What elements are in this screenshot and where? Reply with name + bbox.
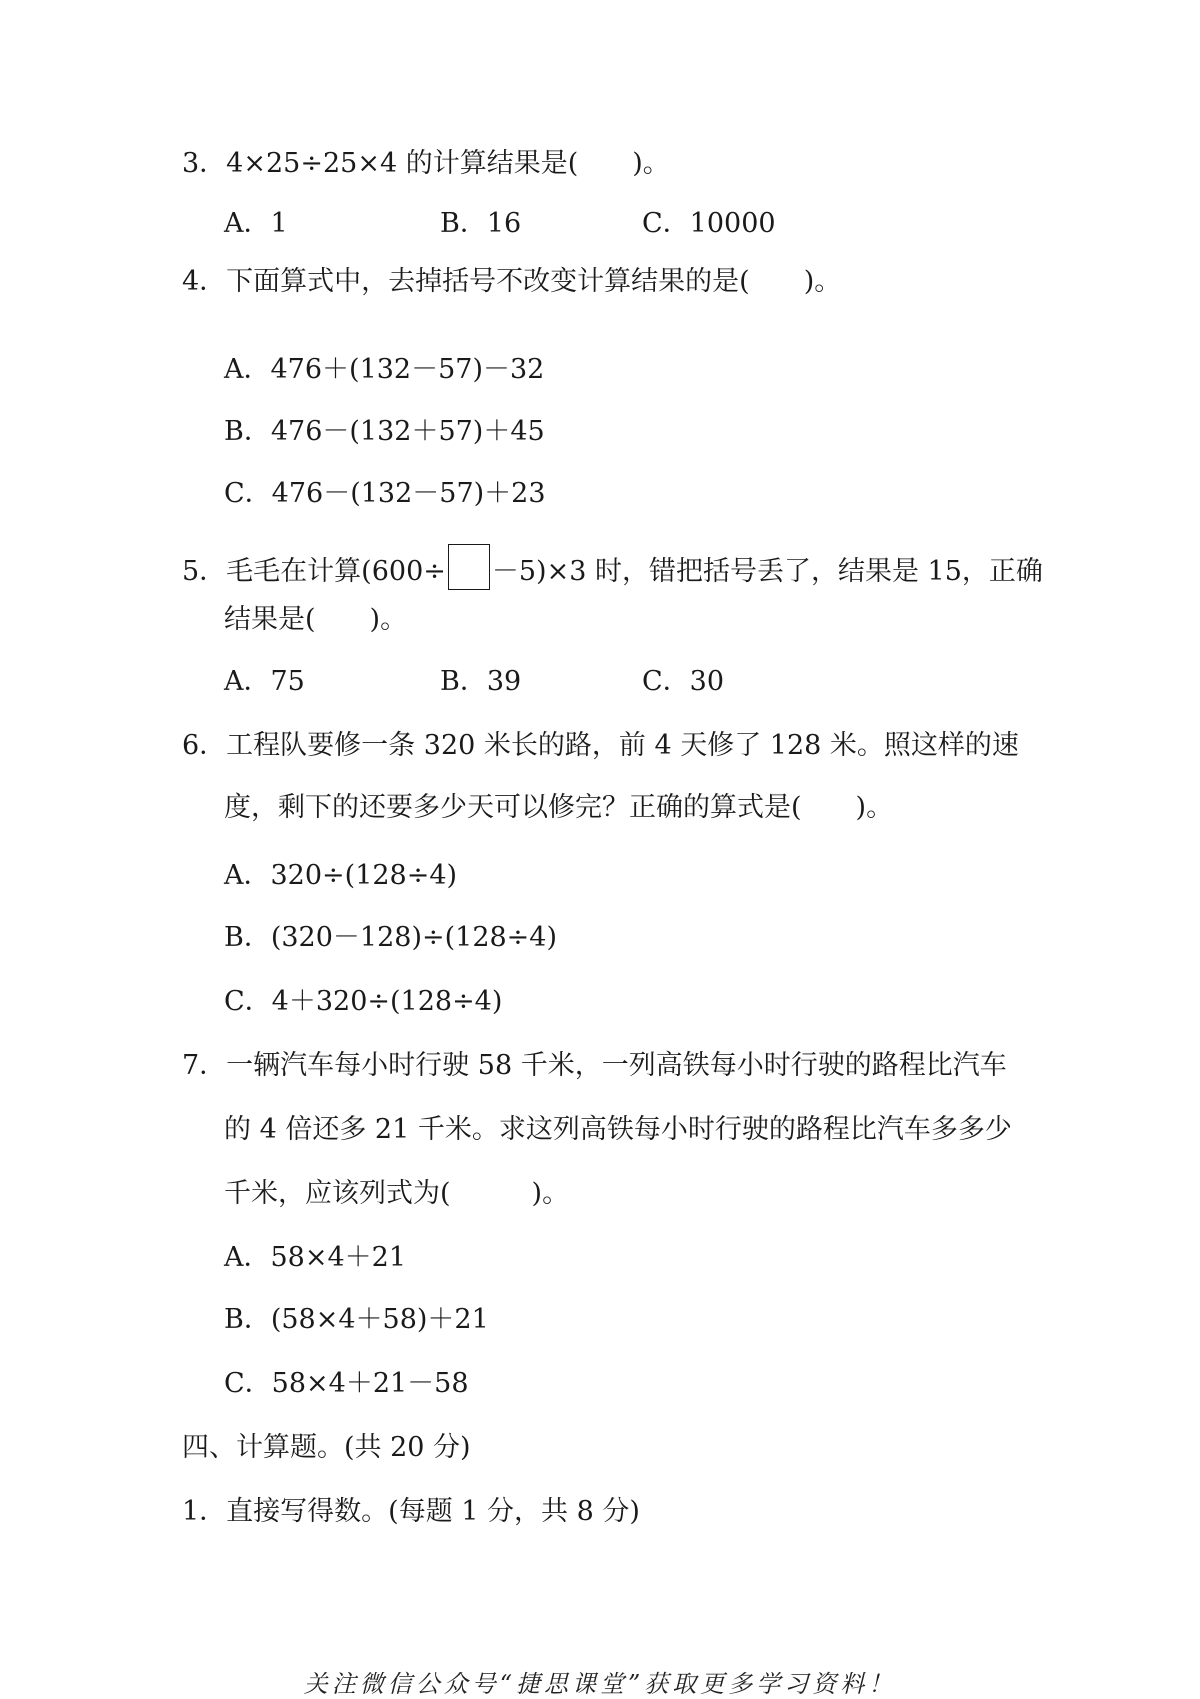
question-6-stem-line1: 6．工程队要修一条 320 米长的路，前 4 天修了 128 米。照这样的速 <box>182 730 1019 761</box>
question-6-option-c: C．4＋320÷(128÷4) <box>224 986 503 1017</box>
question-3-option-c: C．10000 <box>642 208 776 239</box>
question-3-option-a: A．1 <box>224 208 288 239</box>
question-4-stem: 4．下面算式中，去掉括号不改变计算结果的是( )。 <box>182 266 842 297</box>
question-3-option-b: B．16 <box>440 208 522 239</box>
question-7-stem-line3: 千米，应该列式为( )。 <box>224 1178 570 1209</box>
question-6-stem-line2: 度，剩下的还要多少天可以修完？正确的算式是( )。 <box>224 792 894 823</box>
question-7-option-a: A．58×4＋21 <box>224 1242 407 1273</box>
question-5-stem-line2: 结果是( )。 <box>224 604 408 635</box>
section-4-title: 四、计算题。(共 20 分) <box>182 1432 471 1463</box>
footer-promo-text: 关注微信公众号“捷思课堂”获取更多学习资料！ <box>303 1670 897 1698</box>
question-3-stem: 3．4×25÷25×4 的计算结果是( )。 <box>182 148 670 179</box>
question-4-option-a: A．476＋(132－57)－32 <box>224 354 545 385</box>
question-7-stem-line2: 的 4 倍还多 21 千米。求这列高铁每小时行驶的路程比汽车多多少 <box>224 1114 1012 1145</box>
question-7-stem-line1: 7．一辆汽车每小时行驶 58 千米，一列高铁每小时行驶的路程比汽车 <box>182 1050 1007 1081</box>
question-7-option-c: C．58×4＋21－58 <box>224 1368 469 1399</box>
question-4-option-c: C．476－(132－57)＋23 <box>224 478 546 509</box>
question-4-option-b: B．476－(132＋57)＋45 <box>224 416 545 447</box>
section-4-subquestion-1: 1．直接写得数。(每题 1 分，共 8 分) <box>182 1496 640 1527</box>
question-7-option-b: B．(58×4＋58)＋21 <box>224 1304 489 1335</box>
question-5-stem-after-box: －5)×3 时，错把括号丢了，结果是 15，正确 <box>491 556 1043 587</box>
question-6-option-b: B．(320－128)÷(128÷4) <box>224 922 558 953</box>
question-6-option-a: A．320÷(128÷4) <box>224 860 458 891</box>
question-5-stem-line1 <box>182 544 1043 590</box>
question-5-option-a: A．75 <box>224 666 305 697</box>
question-5-option-b: B．39 <box>440 666 522 697</box>
answer-blank-box <box>448 544 490 590</box>
question-5-stem-before-box: 5．毛毛在计算(600÷ <box>182 556 446 587</box>
question-5-option-c: C．30 <box>642 666 725 697</box>
